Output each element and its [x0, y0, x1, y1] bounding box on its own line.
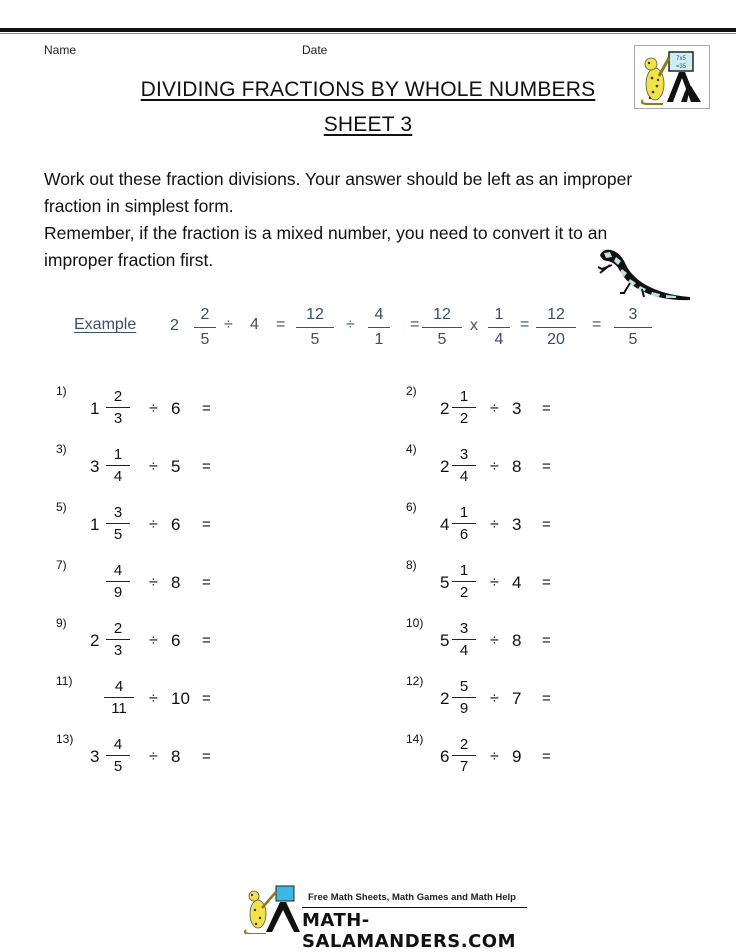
divide-sign: ÷: [149, 458, 158, 475]
question-10: [406, 616, 706, 670]
question-divisor: 8: [171, 747, 181, 766]
fraction-numerator: 4: [113, 736, 123, 753]
svg-text:=35: =35: [675, 64, 687, 70]
fraction-denominator: 4: [459, 468, 469, 485]
divide-sign: ÷: [149, 516, 158, 533]
example-whole: 2: [170, 317, 179, 334]
question-divisor: 6: [171, 631, 181, 650]
question-fraction: [106, 561, 130, 602]
question-number: 10): [406, 616, 424, 630]
question-12: [406, 674, 706, 728]
divide-sign: ÷: [490, 400, 499, 417]
footer-site-name: MATH-SALAMANDERS.COM: [302, 910, 517, 952]
fraction-numerator: 1: [459, 388, 469, 405]
example-row: [0, 300, 736, 360]
example-equals-4: =: [592, 316, 602, 333]
worksheet-title: DIVIDING FRACTIONS BY WHOLE NUMBERS: [140, 78, 596, 101]
question-7: [56, 558, 356, 612]
question-14: [406, 732, 706, 786]
question-fraction: [106, 503, 130, 544]
fraction-numerator: 3: [459, 446, 469, 463]
equals-sign: =: [202, 690, 211, 707]
question-divisor: 10: [171, 689, 190, 708]
question-number: 1): [56, 384, 67, 398]
question-whole-number: 3: [90, 747, 100, 766]
question-11: [56, 674, 356, 728]
footer-logo-icon: [240, 884, 304, 934]
question-divisor: 8: [171, 573, 181, 592]
fraction-denominator: 6: [459, 526, 469, 543]
question-whole-number: 1: [90, 399, 100, 418]
question-whole-number: 3: [90, 457, 100, 476]
date-label: Date: [302, 43, 328, 57]
footer-tagline: Free Math Sheets, Math Games and Math Help: [308, 892, 516, 903]
salamander-icon: [590, 243, 695, 303]
question-whole-number: 6: [440, 747, 450, 766]
question-8: [406, 558, 706, 612]
fraction-numerator: 5: [459, 678, 469, 695]
fraction-denominator: 11: [111, 700, 127, 717]
fraction-denominator: 5: [113, 526, 123, 543]
question-2: [406, 384, 706, 438]
equals-sign: =: [202, 748, 211, 765]
fraction-numerator: 1: [113, 446, 123, 463]
question-number: 4): [406, 442, 417, 456]
fraction-numerator: 3: [113, 504, 123, 521]
example-divide-sign-2: ÷: [346, 316, 355, 333]
equals-sign: =: [202, 400, 211, 417]
salamander-teacher-logo: [634, 45, 710, 109]
example-equals-2: =: [410, 316, 420, 333]
question-whole-number: 5: [440, 631, 450, 650]
question-fraction: [106, 387, 130, 428]
fraction-denominator: 9: [113, 584, 123, 601]
footer-rule: [302, 907, 527, 908]
question-number: 6): [406, 500, 417, 514]
question-3: [56, 442, 356, 496]
example-divisor: 4: [250, 316, 259, 333]
example-equals-3: =: [520, 316, 530, 333]
question-whole-number: 2: [440, 689, 450, 708]
question-whole-number: 4: [440, 515, 450, 534]
question-fraction: [106, 445, 130, 486]
divide-sign: ÷: [149, 574, 158, 591]
question-divisor: 5: [171, 457, 181, 476]
question-4: [406, 442, 706, 496]
question-number: 12): [406, 674, 424, 688]
divide-sign: ÷: [490, 690, 499, 707]
worksheet-subtitle: SHEET 3: [323, 113, 413, 136]
fraction-numerator: 1: [459, 562, 469, 579]
fraction-denominator: 4: [113, 468, 123, 485]
question-whole-number: 5: [440, 573, 450, 592]
equals-sign: =: [202, 574, 211, 591]
equals-sign: =: [542, 458, 551, 475]
question-fraction: [452, 735, 476, 776]
divide-sign: ÷: [149, 400, 158, 417]
question-number: 8): [406, 558, 417, 572]
question-13: [56, 732, 356, 786]
equals-sign: =: [542, 632, 551, 649]
question-number: 11): [56, 674, 73, 688]
fraction-numerator: 1: [459, 504, 469, 521]
example-label: Example: [74, 316, 137, 333]
question-divisor: 8: [512, 631, 522, 650]
question-fraction: [104, 677, 134, 718]
equals-sign: =: [202, 632, 211, 649]
question-9: [56, 616, 356, 670]
svg-text:7x5: 7x5: [676, 56, 686, 62]
equals-sign: =: [542, 748, 551, 765]
fraction-denominator: 2: [459, 410, 469, 427]
fraction-numerator: 3: [459, 620, 469, 637]
question-fraction: [452, 503, 476, 544]
equals-sign: =: [542, 400, 551, 417]
question-divisor: 6: [171, 399, 181, 418]
equals-sign: =: [202, 458, 211, 475]
fraction-denominator: 5: [113, 758, 123, 775]
question-5: [56, 500, 356, 554]
instructions: [44, 166, 684, 274]
question-number: 2): [406, 384, 417, 398]
question-number: 9): [56, 616, 67, 630]
divide-sign: ÷: [490, 632, 499, 649]
question-divisor: 3: [512, 399, 522, 418]
top-border-line: [0, 28, 736, 32]
question-number: 7): [56, 558, 67, 572]
example-equals: =: [276, 316, 286, 333]
divide-sign: ÷: [490, 516, 499, 533]
question-number: 13): [56, 732, 74, 746]
divide-sign: ÷: [490, 748, 499, 765]
equals-sign: =: [542, 690, 551, 707]
fraction-denominator: 3: [113, 410, 123, 427]
question-divisor: 9: [512, 747, 522, 766]
divide-sign: ÷: [149, 632, 158, 649]
question-fraction: [452, 387, 476, 428]
example-fraction-6: 12 20: [536, 304, 576, 351]
fraction-denominator: 4: [459, 642, 469, 659]
fraction-denominator: 3: [113, 642, 123, 659]
question-fraction: [452, 561, 476, 602]
question-6: [406, 500, 706, 554]
example-fraction-7: 3 5: [614, 304, 652, 351]
question-1: [56, 384, 356, 438]
question-number: 5): [56, 500, 67, 514]
fraction-numerator: 2: [113, 388, 123, 405]
example-fraction-4: 12 5: [422, 304, 462, 351]
question-divisor: 8: [512, 457, 522, 476]
equals-sign: =: [202, 516, 211, 533]
fraction-denominator: 7: [459, 758, 469, 775]
divide-sign: ÷: [149, 748, 158, 765]
fraction-numerator: 2: [459, 736, 469, 753]
divide-sign: ÷: [149, 690, 158, 707]
example-divide-sign: ÷: [224, 316, 233, 333]
question-fraction: [106, 619, 130, 660]
divide-sign: ÷: [490, 458, 499, 475]
question-number: 3): [56, 442, 67, 456]
fraction-numerator: 4: [114, 678, 124, 695]
fraction-numerator: 2: [113, 620, 123, 637]
salamander-logo-icon: [635, 46, 709, 108]
example-fraction-2: 12 5: [296, 304, 334, 351]
example-fraction-1: 2 5: [194, 304, 216, 351]
question-whole-number: 2: [440, 399, 450, 418]
instructions-paragraph-2: Remember, if the fraction is a mixed number, you need to convert it to an improper fraction first.: [44, 223, 608, 270]
fraction-denominator: 9: [459, 700, 469, 717]
example-fraction-3: 4 1: [368, 304, 390, 351]
question-whole-number: 2: [440, 457, 450, 476]
question-fraction: [452, 619, 476, 660]
example-fraction-5: 1 4: [488, 304, 510, 351]
question-divisor: 4: [512, 573, 522, 592]
question-whole-number: 2: [90, 631, 100, 650]
equals-sign: =: [542, 516, 551, 533]
name-label: Name: [44, 43, 77, 57]
question-fraction: [452, 677, 476, 718]
fraction-numerator: 4: [113, 562, 123, 579]
example-times-sign: x: [470, 317, 478, 334]
question-divisor: 7: [512, 689, 522, 708]
question-divisor: 6: [171, 515, 181, 534]
fraction-denominator: 2: [459, 584, 469, 601]
question-fraction: [106, 735, 130, 776]
question-number: 14): [406, 732, 424, 746]
footer-branding: [240, 884, 530, 952]
instructions-paragraph-1: Work out these fraction divisions. Your answer should be left as an improper fraction in simplest form.: [44, 169, 633, 216]
equals-sign: =: [542, 574, 551, 591]
top-border-line-shadow: [0, 33, 736, 34]
question-fraction: [452, 445, 476, 486]
question-whole-number: 1: [90, 515, 100, 534]
divide-sign: ÷: [490, 574, 499, 591]
question-divisor: 3: [512, 515, 522, 534]
